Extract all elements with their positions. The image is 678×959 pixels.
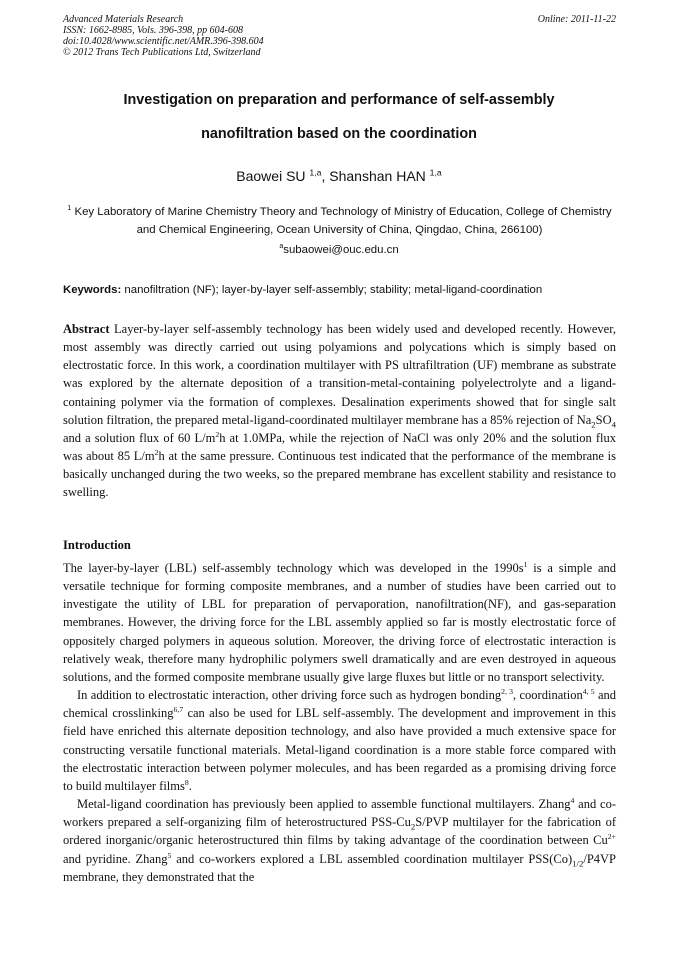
paper-title-line-2: nanofiltration based on the coordination [201, 126, 477, 142]
citation[interactable]: 8 [184, 777, 189, 787]
subscript: 2 [410, 821, 416, 832]
author-1: Baowei SU [236, 168, 306, 184]
abstract [63, 320, 616, 502]
subscript: 1/2 [572, 858, 584, 868]
journal-header [63, 14, 616, 58]
section-heading-introduction: Introduction [63, 538, 131, 552]
citation[interactable]: 4, 5 [582, 686, 595, 696]
paragraph-text: In addition to electrostatic interaction, other driving force such as hydrogen bonding [77, 688, 502, 703]
copyright-line: © 2012 Trans Tech Publications Ltd, Switzerland [63, 47, 261, 58]
paragraph [63, 559, 616, 686]
citation[interactable]: 2, 3 [501, 686, 514, 696]
keywords-text: nanofiltration (NF); layer-by-layer self-assembly; stability; metal-ligand-coordination [121, 284, 543, 296]
abstract-label: Abstract [63, 322, 110, 336]
citation[interactable]: 4 [570, 795, 575, 805]
paragraph-text: . [188, 778, 192, 793]
paragraph-text: Metal-ligand coordination has previously been applied to assemble functional multilayers. Zhang [77, 797, 571, 812]
citation[interactable]: 5 [167, 850, 172, 860]
citation[interactable]: 6,7 [173, 705, 184, 715]
paragraph-text: The layer-by-layer (LBL) self-assembly technology which was developed in the 1990s [63, 561, 524, 575]
author-list [0, 168, 678, 184]
abstract-text: Layer-by-layer self-assembly technology has been widely used and developed recently. However, most assembly was directly carried out using polyamions and polycations which is simply based on electrostatic force. In this work, a coordination multilayer with PS ultrafiltration (UF) membrane as substrate was explored by the alternate deposition of a transition-metal-containing polyelectrolyte and a ligand-containing polymer via the formation of complexes. Desalination experiments showed that for single salt solution filtration, the prepared metal-ligand-coordinated multilayer membrane has a 85% rejection of Na [63, 322, 616, 427]
subscript: 2 [591, 419, 596, 430]
online-date: Online: 2011-11-22 [537, 14, 616, 25]
email-mark: a [279, 243, 284, 251]
author-1-affiliation-mark: 1,a [309, 167, 322, 178]
citation[interactable]: 1 [523, 559, 528, 569]
author-email [0, 244, 678, 256]
paragraph-text: , coordination [513, 688, 583, 703]
journal-name: Advanced Materials Research [63, 14, 184, 25]
author-2: Shanshan HAN [329, 168, 426, 184]
abstract-text: h at 1.0MPa, while the rejection of NaCl was only 20% and the solution flux was about 85 L/m [63, 430, 616, 464]
superscript: 2 [154, 447, 159, 457]
abstract-text: h at the same pressure. Continuous test indicated that the performance of the membrane is basically unchanged during the two weeks, so the prepared membrane has excellent stability and resistance to swelling. [63, 449, 617, 500]
issn-line: ISSN: 1662-8985, Vols. 396-398, pp 604-608 [63, 25, 243, 36]
paragraph-text: /P4VP membrane, they demonstrated that the [63, 851, 616, 884]
superscript: 2+ [607, 832, 616, 842]
paragraph-text: and co-workers explored a LBL assembled coordination multilayer PSS(Co) [171, 851, 573, 866]
paragraph [63, 795, 616, 886]
keywords [63, 284, 623, 296]
author-separator: , [321, 168, 330, 184]
paragraph-text: and chemical crosslinking [63, 688, 616, 721]
keywords-label: Keywords: [63, 284, 122, 296]
affiliation [63, 203, 616, 239]
author-2-affiliation-mark: 1,a [429, 167, 442, 178]
affiliation-text: Key Laboratory of Marine Chemistry Theory and Technology of Ministry of Education, College of Chemistry and Chemical Engineering, Ocean University of China, Qingdao, China, 266100) [74, 206, 612, 236]
superscript: 2 [215, 429, 220, 439]
affiliation-number: 1 [67, 205, 72, 213]
doi-line: doi:10.4028/www.scientific.net/AMR.396-398.604 [63, 36, 264, 47]
abstract-text: and a solution flux of 60 L/m [63, 430, 216, 445]
abstract-text: SO [595, 412, 612, 427]
paragraph-text: S/PVP multilayer for the fabrication of ordered inorganic/organic heterostructured thin films by taking advantage of the coordination between Cu [63, 815, 616, 848]
paragraph-text: is a simple and versatile technique for forming composite membranes, and a number of studies have been carried out to investigate the utility of LBL for preparation of pervaporation, nanofiltration(NF), and gas-separation membranes. However, the driving force for the LBL assembly applied so far is mostly electrostatic force of oppositely charged polymers in aqueous solution. Moreover, the driving force of electrostatic interaction is relatively weak, therefore many hydrophilic polymers swell dramatically and are even destroyed in aqueous solutions, and the formed composite membrane usually give large fluxes but little or no transport selectivity. [63, 561, 616, 684]
introduction-body [63, 559, 616, 886]
paper-title-line-1: Investigation on preparation and performance of self-assembly [123, 92, 555, 108]
paragraph-text: and pyridine. Zhang [63, 851, 168, 866]
paragraph-text: and co-workers prepared a self-organizing film of heterostructured PSS-Cu [63, 797, 616, 830]
subscript: 4 [611, 419, 616, 430]
email-address[interactable]: subaowei@ouc.edu.cn [283, 244, 399, 256]
paragraph-text: can also be used for LBL self-assembly. The development and improvement in this field have enriched this alternate deposition technology, and also have provided a much extensive space for constructing versatile functional materials. Metal-ligand coordination is a more stable force compared with the electrostatic interaction between polymer molecules, and has been regarded as a promising driving force to build multilayer films [63, 706, 616, 793]
paragraph [63, 686, 616, 795]
